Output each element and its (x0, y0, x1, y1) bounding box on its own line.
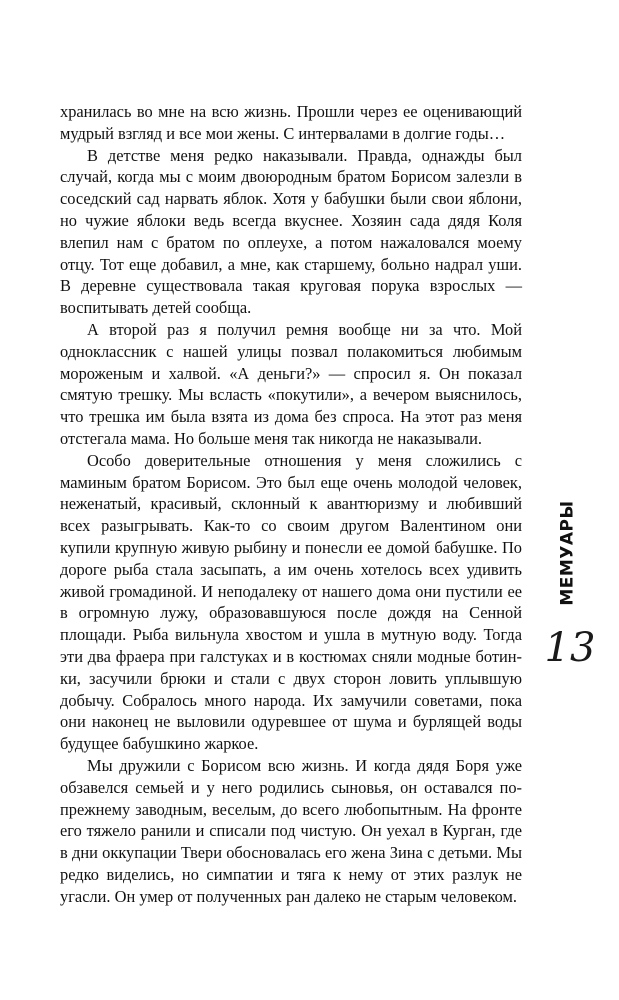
section-label-text: МЕМУАРЫ (558, 500, 579, 606)
body-text (60, 101, 522, 907)
paragraph-3: А второй раз я получил ремня вообще ни за что. Мой одноклассник с нашей улицы позвал полакомиться любимым мороженым и халвой. «А деньги?» — спросил я. Он показал смятую трешку. Мы всласть «покутили», а вечером выяснилось, что трешка им была взята из дома без спроса. На этот раз меня отстегала мама. Но больше меня так никогда не наказывали. (60, 319, 522, 448)
page-number: 13 (544, 625, 596, 671)
paragraph-5: Мы дружили с Борисом всю жизнь. И когда дядя Боря уже обзавелся семьей и у него родились сыновья, он оставался по-прежнему заводным, веселым, до всего любопытным. На фронте его тяжело ранили и списали под чистую. Он уехал в Курган, где в дни оккупации Твери обосновалась его жена Зина с детьми. Мы редко виделись, но симпатии и тяга к нему от этих разлук не угасли. Он умер от полученных ран далеко не старым человеком. (60, 755, 522, 906)
paragraph-4: Особо доверительные отношения у меня сложились с маминым братом Борисом. Это был еще очень молодой человек, неженатый, красивый, склонный к авантюризму и любивший всех разыгрывать. Как-то со своим другом Валентином они купили крупную живую рыбину и понесли ее домой бабушке. По дороге рыба стала засыпать, а им очень хотелось всех удивить живой громадиной. И неподалеку от нашего дома они пустили ее в огромную лужу, образовавшуюся после дождя на Сенной площади. Рыба вильнула хвостом и ушла в мутную воду. Тогда эти два фраера при галстуках и в костюмах сняли модные ботинки, засучили брюки и стали с двух сторон ловить уплывшую добычу. Собралось много народа. Их замучили советами, пока они наконец не выловили одуревшее от шума и бурлящей воды будущее бабушкино жаркое. (60, 450, 522, 754)
paragraph-1: хранилась во мне на всю жизнь. Прошли через ее оценивающий мудрый взгляд и все мои жены. С интервалами в долгие годы… (60, 102, 522, 143)
paragraph-2: В детстве меня редко наказывали. Правда, однажды был случай, когда мы с моим двоюродным братом Борисом залезли в соседский сад нарвать яблок. Хотя у бабушки были свои яблони, но чужие яблоки ведь всегда вкуснее. Хозяин сада дядя Коля влепил нам с братом по оплеухе, а потом нажаловался моему отцу. Тот еще добавил, а мне, как старшему, больно надрал уши. В деревне существовала такая круговая порука взрослых — воспитывать детей сообща. (60, 145, 522, 318)
section-label (553, 500, 583, 606)
